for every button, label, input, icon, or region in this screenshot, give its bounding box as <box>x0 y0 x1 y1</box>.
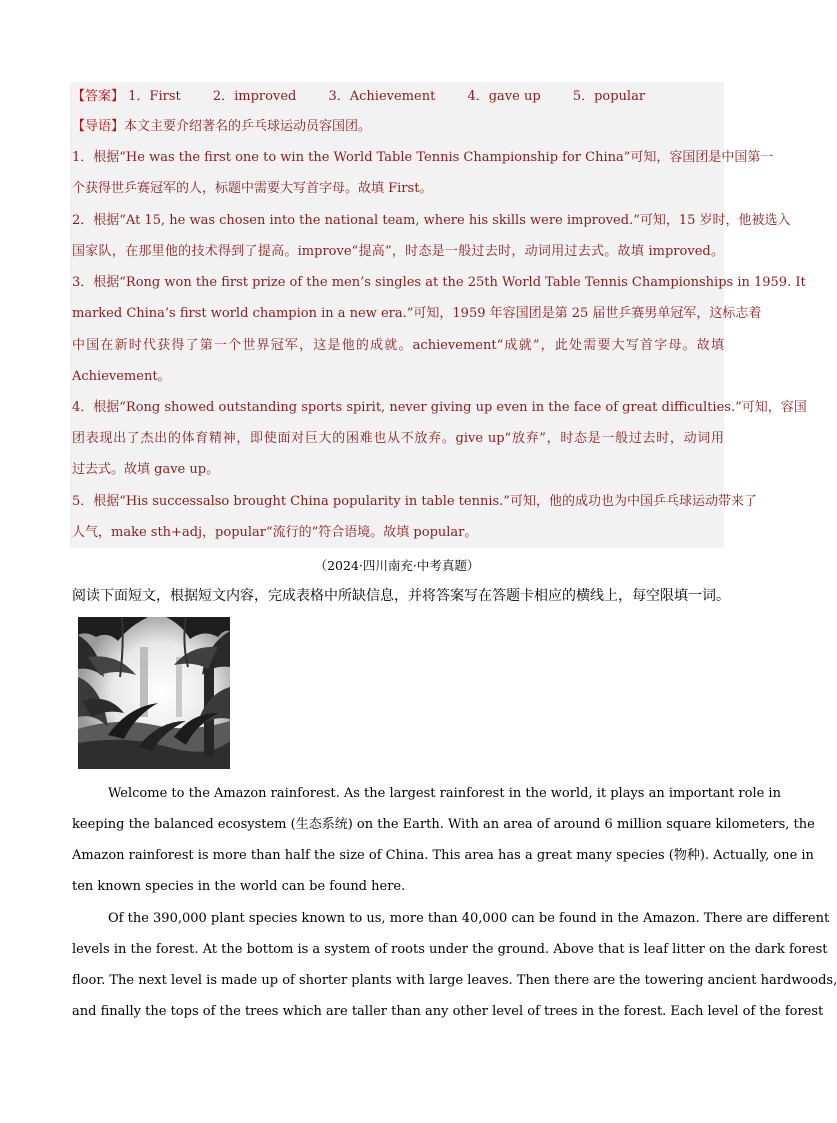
passage-line: levels in the forest. At the bottom is a system of roots under the ground. Above that is leaf litter on the dark forest <box>72 942 828 957</box>
guide-text: 本文主要介绍著名的乒乓球运动员容国团。 <box>124 119 372 134</box>
rainforest-illustration <box>78 617 230 769</box>
reading-instruction: 阅读下面短文，根据短文内容，完成表格中所缺信息，并将答案写在答题卡相应的横线上，每空限填一词。 <box>72 588 730 604</box>
passage-line: and finally the tops of the trees which are taller than any other level of trees in the forest. Each level of the forest <box>72 1004 824 1019</box>
passage-paragraph-1 <box>72 778 815 902</box>
explanation-line: 2．根据“At 15, he was chosen into the national team, where his skills were improved.”可知，15 岁时，他被选入 <box>72 213 791 228</box>
passage-line: Of the 390,000 plant species known to us, more than 40,000 can be found in the Amazon. There are different <box>108 911 830 926</box>
explanation-line: 4．根据“Rong showed outstanding sports spirit, never giving up even in the face of great difficulties.”可知，容国 <box>72 400 807 415</box>
explanation-line: 个获得世乒赛冠军的人，标题中需要大写首字母。故填 First。 <box>72 181 433 196</box>
answer-item-5: 5．popular <box>572 89 646 104</box>
explanation-line: 人气，make sth+adj，popular“流行的”符合语境。故填 popular。 <box>72 525 478 540</box>
passage-line: ten known species in the world can be found here. <box>72 879 406 894</box>
explanation-line: 5．根据“His successalso brought China popularity in table tennis.”可知，他的成功也为中国乒乓球运动带来了 <box>72 494 757 509</box>
answer-line <box>72 88 724 106</box>
passage-paragraph-2 <box>72 903 837 1027</box>
answer-item-4: 4．gave up <box>467 89 541 104</box>
rainforest-picture <box>78 617 230 769</box>
answer-item-2: 2．improved <box>212 89 297 104</box>
explanation-line: 3．根据“Rong won the first prize of the men’s singles at the 25th World Table Tennis Championships in 1959. It <box>72 275 806 290</box>
passage-line: Welcome to the Amazon rainforest. As the largest rainforest in the world, it plays an important role in <box>108 786 781 801</box>
passage-line: Amazon rainforest is more than half the size of China. This area has a great many species (物种). Actually, one in <box>72 848 814 863</box>
answer-label: 【答案】 <box>72 89 125 104</box>
explanation-line: marked China’s first world champion in a new era.”可知，1959 年容国团是第 25 届世乒赛男单冠军，这标志着 <box>72 306 762 321</box>
explanation-line: 团表现出了杰出的体育精神，即使面对巨大的困难也从不放弃。give up“放弃”，时态是一般过去时，动词用 <box>72 431 724 446</box>
passage-line: floor. The next level is made up of shorter plants with large leaves. Then there are the towering ancient hardwoods, <box>72 973 837 988</box>
explanation-line: 中国在新时代获得了第一个世界冠军，这是他的成就。achievement“成就”，此处需要大写首字母。故填 <box>72 338 724 353</box>
explanation-line: Achievement。 <box>72 369 171 384</box>
explanation-line: 1．根据“He was the first one to win the World Table Tennis Championship for China”可知，容国团是中国第一 <box>72 150 774 165</box>
answer-item-1: 1．First <box>128 89 181 104</box>
explanation-line: 过去式。故填 gave up。 <box>72 462 220 477</box>
guide-line <box>72 118 724 136</box>
question-source: （2024·四川南充·中考真题） <box>314 558 480 573</box>
answer-item-3: 3．Achievement <box>328 89 436 104</box>
passage-line: keeping the balanced ecosystem (生态系统) on the Earth. With an area of around 6 million square kilometers, the <box>72 817 815 832</box>
explanation-line: 国家队，在那里他的技术得到了提高。improve“提高”，时态是一般过去时，动词用过去式。故填 improved。 <box>72 244 724 259</box>
guide-label: 【导语】 <box>72 119 125 134</box>
